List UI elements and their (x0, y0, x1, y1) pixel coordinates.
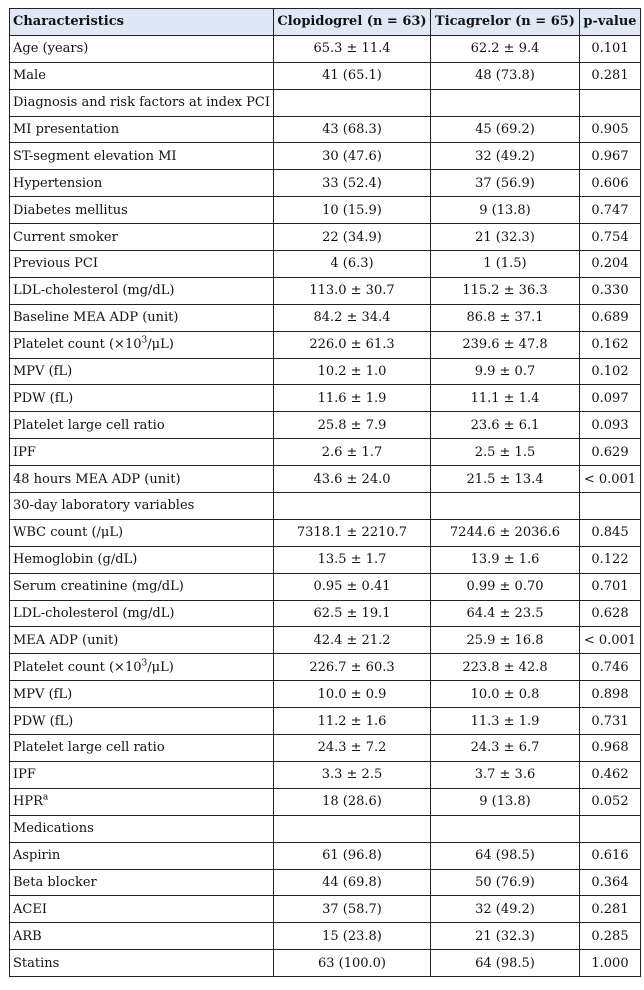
row-label (10, 224, 274, 251)
table-row (10, 627, 641, 654)
cell-clopidogrel: 65.3 ± 11.4 (273, 35, 430, 62)
cell-clopidogrel: 4 (6.3) (273, 251, 430, 278)
cell-clopidogrel: 22 (34.9) (273, 224, 430, 251)
table-row (10, 546, 641, 573)
row-label (10, 331, 274, 358)
row-label (10, 842, 274, 869)
table-container (9, 8, 641, 977)
row-label-text: MEA ADP (unit) (13, 632, 119, 648)
cell-clopidogrel: 30 (47.6) (273, 143, 430, 170)
cell-p-value: 0.754 (579, 224, 640, 251)
cell-clopidogrel: 226.7 ± 60.3 (273, 654, 430, 681)
cell-p-value: 0.281 (579, 896, 640, 923)
row-label (10, 788, 274, 815)
row-label (10, 493, 274, 520)
header-ticagrelor: Ticagrelor (n = 65) (430, 9, 579, 36)
table-row (10, 519, 641, 546)
cell-ticagrelor: 9.9 ± 0.7 (430, 358, 579, 385)
cell-ticagrelor: 64 (98.5) (430, 842, 579, 869)
row-label (10, 546, 274, 573)
cell-p-value: 0.122 (579, 546, 640, 573)
row-label-text: Diagnosis and risk factors at index PCI (13, 95, 270, 111)
table-row (10, 170, 641, 197)
row-label-superscript: 3 (141, 335, 148, 346)
row-label-text: WBC count (/μL) (13, 525, 124, 541)
row-label (10, 277, 274, 304)
row-label-text: MPV (fL) (13, 364, 73, 380)
table-row (10, 358, 641, 385)
cell-ticagrelor (430, 815, 579, 842)
row-label-text: Platelet large cell ratio (13, 740, 165, 756)
cell-clopidogrel: 7318.1 ± 2210.7 (273, 519, 430, 546)
row-label (10, 708, 274, 735)
cell-p-value: 0.093 (579, 412, 640, 439)
cell-ticagrelor: 64 (98.5) (430, 950, 579, 977)
cell-p-value: 0.101 (579, 35, 640, 62)
cell-p-value: 0.747 (579, 197, 640, 224)
row-label-text: Previous PCI (13, 256, 98, 272)
table-row (10, 681, 641, 708)
cell-ticagrelor: 13.9 ± 1.6 (430, 546, 579, 573)
cell-p-value: 0.905 (579, 116, 640, 143)
cell-clopidogrel (273, 815, 430, 842)
row-label-suffix: /μL) (147, 337, 174, 353)
row-label-text: Platelet count (×10 (13, 659, 142, 675)
row-label-text: Male (13, 68, 46, 84)
row-label (10, 466, 274, 493)
row-label-superscript: a (42, 792, 49, 803)
cell-ticagrelor: 24.3 ± 6.7 (430, 735, 579, 762)
cell-p-value: 0.162 (579, 331, 640, 358)
row-label (10, 923, 274, 950)
table-body (10, 35, 641, 976)
row-label (10, 600, 274, 627)
row-label (10, 304, 274, 331)
row-label (10, 251, 274, 278)
cell-ticagrelor: 115.2 ± 36.3 (430, 277, 579, 304)
cell-clopidogrel: 41 (65.1) (273, 62, 430, 89)
table-row (10, 869, 641, 896)
row-label-text: 30-day laboratory variables (13, 498, 195, 514)
cell-p-value: 0.689 (579, 304, 640, 331)
row-label (10, 627, 274, 654)
cell-p-value: 0.102 (579, 358, 640, 385)
cell-clopidogrel: 63 (100.0) (273, 950, 430, 977)
cell-p-value: 0.746 (579, 654, 640, 681)
cell-ticagrelor: 9 (13.8) (430, 788, 579, 815)
cell-ticagrelor: 45 (69.2) (430, 116, 579, 143)
cell-p-value: 0.629 (579, 439, 640, 466)
cell-clopidogrel: 11.6 ± 1.9 (273, 385, 430, 412)
row-label-text: Hypertension (13, 175, 103, 191)
row-label (10, 358, 274, 385)
cell-p-value: < 0.001 (579, 466, 640, 493)
row-label-text: Age (years) (13, 41, 89, 57)
row-label-text: Current smoker (13, 229, 118, 245)
cell-p-value: 1.000 (579, 950, 640, 977)
table-row (10, 573, 641, 600)
cell-p-value: 0.462 (579, 761, 640, 788)
cell-clopidogrel: 25.8 ± 7.9 (273, 412, 430, 439)
table-row (10, 950, 641, 977)
row-label-text: Aspirin (13, 848, 61, 864)
row-label (10, 519, 274, 546)
row-label-text: Diabetes mellitus (13, 202, 128, 218)
cell-ticagrelor: 32 (49.2) (430, 143, 579, 170)
row-label-text: ACEI (13, 901, 47, 917)
row-label (10, 116, 274, 143)
cell-ticagrelor: 23.6 ± 6.1 (430, 412, 579, 439)
table-row (10, 412, 641, 439)
cell-ticagrelor (430, 493, 579, 520)
table-header-row (10, 9, 641, 36)
cell-ticagrelor: 21.5 ± 13.4 (430, 466, 579, 493)
cell-clopidogrel: 24.3 ± 7.2 (273, 735, 430, 762)
cell-clopidogrel: 10.2 ± 1.0 (273, 358, 430, 385)
cell-clopidogrel: 61 (96.8) (273, 842, 430, 869)
row-label (10, 197, 274, 224)
cell-clopidogrel: 33 (52.4) (273, 170, 430, 197)
row-label (10, 735, 274, 762)
row-label-text: 48 hours MEA ADP (unit) (13, 471, 181, 487)
row-label (10, 950, 274, 977)
table-row (10, 466, 641, 493)
characteristics-table (9, 8, 641, 977)
row-label-text: LDL-cholesterol (mg/dL) (13, 606, 175, 622)
header-clopidogrel: Clopidogrel (n = 63) (273, 9, 430, 36)
row-label-text: MPV (fL) (13, 686, 73, 702)
cell-clopidogrel: 43 (68.3) (273, 116, 430, 143)
cell-p-value: 0.364 (579, 869, 640, 896)
row-label-text: PDW (fL) (13, 713, 74, 729)
row-label (10, 62, 274, 89)
table-row (10, 896, 641, 923)
cell-ticagrelor: 0.99 ± 0.70 (430, 573, 579, 600)
row-label (10, 896, 274, 923)
cell-ticagrelor: 86.8 ± 37.1 (430, 304, 579, 331)
cell-ticagrelor: 2.5 ± 1.5 (430, 439, 579, 466)
table-row (10, 493, 641, 520)
cell-p-value: 0.731 (579, 708, 640, 735)
table-row (10, 923, 641, 950)
row-label (10, 143, 274, 170)
table-row (10, 842, 641, 869)
row-label-text: Serum creatinine (mg/dL) (13, 579, 184, 595)
row-label-text: HPR (13, 794, 43, 810)
row-label (10, 439, 274, 466)
row-label-text: ARB (13, 928, 42, 944)
cell-ticagrelor: 7244.6 ± 2036.6 (430, 519, 579, 546)
cell-clopidogrel: 0.95 ± 0.41 (273, 573, 430, 600)
cell-clopidogrel (273, 493, 430, 520)
row-label (10, 815, 274, 842)
row-label-text: Hemoglobin (g/dL) (13, 552, 138, 568)
row-label-text: ST-segment elevation MI (13, 148, 177, 164)
cell-p-value (579, 493, 640, 520)
cell-clopidogrel: 10.0 ± 0.9 (273, 681, 430, 708)
cell-clopidogrel: 44 (69.8) (273, 869, 430, 896)
cell-p-value: 0.330 (579, 277, 640, 304)
cell-p-value: 0.204 (579, 251, 640, 278)
row-label-text: PDW (fL) (13, 390, 74, 406)
table-row (10, 251, 641, 278)
cell-p-value: 0.606 (579, 170, 640, 197)
cell-ticagrelor: 11.1 ± 1.4 (430, 385, 579, 412)
row-label (10, 573, 274, 600)
row-label (10, 35, 274, 62)
row-label (10, 170, 274, 197)
table-row (10, 735, 641, 762)
table-row (10, 224, 641, 251)
cell-clopidogrel: 226.0 ± 61.3 (273, 331, 430, 358)
row-label-suffix: /μL) (147, 659, 174, 675)
row-label-text: IPF (13, 767, 36, 783)
cell-ticagrelor: 37 (56.9) (430, 170, 579, 197)
cell-p-value: 0.285 (579, 923, 640, 950)
table-row (10, 654, 641, 681)
row-label-text: Medications (13, 821, 94, 837)
cell-p-value (579, 89, 640, 116)
row-label-text: Statins (13, 955, 60, 971)
row-label (10, 869, 274, 896)
cell-p-value: 0.967 (579, 143, 640, 170)
cell-ticagrelor: 21 (32.3) (430, 224, 579, 251)
row-label-text: LDL-cholesterol (mg/dL) (13, 283, 175, 299)
cell-clopidogrel: 13.5 ± 1.7 (273, 546, 430, 573)
row-label (10, 385, 274, 412)
cell-ticagrelor: 50 (76.9) (430, 869, 579, 896)
cell-ticagrelor (430, 89, 579, 116)
cell-ticagrelor: 9 (13.8) (430, 197, 579, 224)
cell-clopidogrel: 3.3 ± 2.5 (273, 761, 430, 788)
cell-p-value: < 0.001 (579, 627, 640, 654)
row-label-text: IPF (13, 444, 36, 460)
table-row (10, 815, 641, 842)
table-row (10, 35, 641, 62)
table-row (10, 304, 641, 331)
cell-clopidogrel: 37 (58.7) (273, 896, 430, 923)
cell-ticagrelor: 32 (49.2) (430, 896, 579, 923)
row-label-superscript: 3 (141, 658, 148, 669)
table-row (10, 331, 641, 358)
row-label (10, 761, 274, 788)
cell-p-value: 0.052 (579, 788, 640, 815)
row-label (10, 89, 274, 116)
cell-p-value: 0.898 (579, 681, 640, 708)
cell-clopidogrel: 15 (23.8) (273, 923, 430, 950)
row-label-text: Platelet count (×10 (13, 337, 142, 353)
cell-ticagrelor: 3.7 ± 3.6 (430, 761, 579, 788)
row-label-text: Baseline MEA ADP (unit) (13, 310, 179, 326)
cell-ticagrelor: 239.6 ± 47.8 (430, 331, 579, 358)
cell-ticagrelor: 64.4 ± 23.5 (430, 600, 579, 627)
table-row (10, 439, 641, 466)
cell-clopidogrel (273, 89, 430, 116)
cell-clopidogrel: 10 (15.9) (273, 197, 430, 224)
header-characteristics: Characteristics (10, 9, 274, 36)
cell-p-value: 0.616 (579, 842, 640, 869)
row-label-text: MI presentation (13, 122, 120, 137)
cell-p-value (579, 815, 640, 842)
cell-ticagrelor: 21 (32.3) (430, 923, 579, 950)
cell-clopidogrel: 42.4 ± 21.2 (273, 627, 430, 654)
cell-clopidogrel: 113.0 ± 30.7 (273, 277, 430, 304)
cell-ticagrelor: 11.3 ± 1.9 (430, 708, 579, 735)
cell-clopidogrel: 11.2 ± 1.6 (273, 708, 430, 735)
cell-clopidogrel: 84.2 ± 34.4 (273, 304, 430, 331)
table-row (10, 761, 641, 788)
row-label (10, 412, 274, 439)
cell-ticagrelor: 223.8 ± 42.8 (430, 654, 579, 681)
cell-ticagrelor: 62.2 ± 9.4 (430, 35, 579, 62)
row-label-text: Beta blocker (13, 874, 97, 890)
cell-clopidogrel: 2.6 ± 1.7 (273, 439, 430, 466)
cell-clopidogrel: 62.5 ± 19.1 (273, 600, 430, 627)
cell-p-value: 0.701 (579, 573, 640, 600)
cell-clopidogrel: 18 (28.6) (273, 788, 430, 815)
table-row (10, 143, 641, 170)
table-row (10, 197, 641, 224)
cell-p-value: 0.628 (579, 600, 640, 627)
table-row (10, 89, 641, 116)
cell-p-value: 0.968 (579, 735, 640, 762)
cell-ticagrelor: 10.0 ± 0.8 (430, 681, 579, 708)
table-row (10, 385, 641, 412)
row-label-text: Platelet large cell ratio (13, 417, 165, 433)
cell-ticagrelor: 1 (1.5) (430, 251, 579, 278)
cell-p-value: 0.281 (579, 62, 640, 89)
row-label (10, 654, 274, 681)
table-row (10, 116, 641, 143)
table-row (10, 62, 641, 89)
cell-clopidogrel: 43.6 ± 24.0 (273, 466, 430, 493)
cell-p-value: 0.097 (579, 385, 640, 412)
cell-p-value: 0.845 (579, 519, 640, 546)
row-label (10, 681, 274, 708)
table-row (10, 788, 641, 815)
cell-ticagrelor: 48 (73.8) (430, 62, 579, 89)
cell-ticagrelor: 25.9 ± 16.8 (430, 627, 579, 654)
table-row (10, 277, 641, 304)
table-row (10, 600, 641, 627)
header-p-value: p-value (579, 9, 640, 36)
table-row (10, 708, 641, 735)
